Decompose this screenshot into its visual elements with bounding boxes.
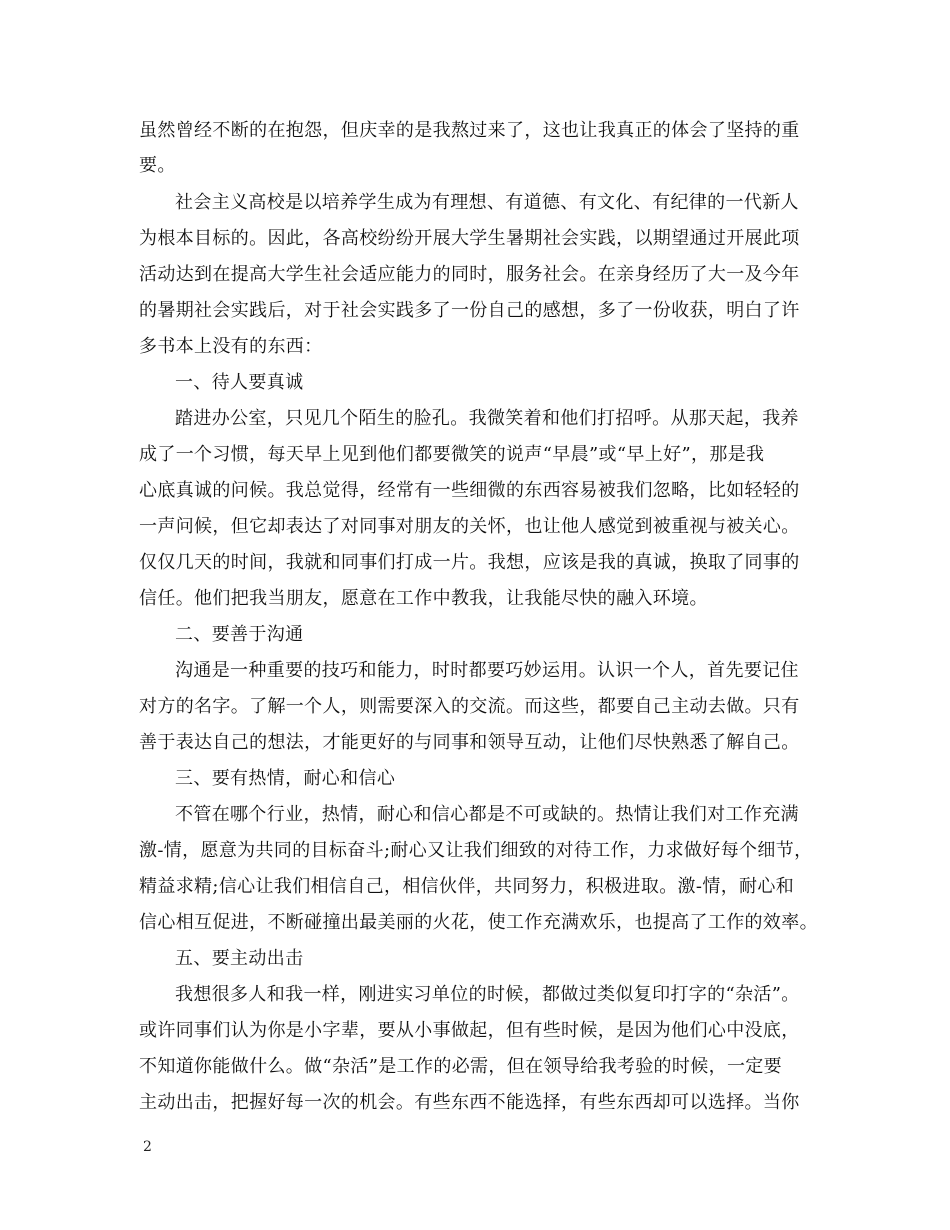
paragraph-line: 我想很多人和我一样，刚进实习单位的时候，都做过类似复印打字的“杂活”。 [175,984,800,1005]
paragraph-line: 善于表达自己的想法，才能更好的与同事和领导互动，让他们尽快熟悉了解自己。 [139,732,800,753]
paragraph-line: 活动达到在提高大学生社会适应能力的同时，服务社会。在亲身经历了大一及今年 [139,264,800,285]
paragraph-line: 踏进办公室，只见几个陌生的脸孔。我微笑着和他们打招呼。从那天起，我养 [175,408,799,429]
paragraph-line: 成了一个习惯，每天早上见到他们都要微笑的说声“早晨”或“早上好”，那是我 [139,444,765,465]
paragraph-line: 为根本目标的。因此，各高校纷纷开展大学生暑期社会实践，以期望通过开展此项 [139,228,800,249]
section-heading: 二、要善于沟通 [175,624,304,645]
section-heading: 五、要主动出击 [175,948,304,969]
page-number: 2 [143,1139,152,1155]
paragraph-line: 信心相互促进，不断碰撞出最美丽的火花，使工作充满欢乐，也提高了工作的效率。 [139,912,818,933]
paragraph-line: 主动出击，把握好每一次的机会。有些东西不能选择，有些东西却可以选择。当你 [139,1092,800,1113]
paragraph-line: 不知道你能做什么。做“杂活”是工作的必需，但在领导给我考验的时候，一定要 [139,1056,783,1077]
paragraph-line: 信任。他们把我当朋友，愿意在工作中教我，让我能尽快的融入环境。 [139,588,708,609]
paragraph-line: 多书本上没有的东西： [139,336,323,357]
section-heading: 三、要有热情，耐心和信心 [175,768,396,789]
paragraph-line: 激-情，愿意为共同的目标奋斗;耐心又让我们细致的对待工作，力求做好每个细节， [139,840,813,861]
section-heading: 一、待人要真诚 [175,372,304,393]
paragraph-line: 不管在哪个行业，热情，耐心和信心都是不可或缺的。热情让我们对工作充满 [175,804,799,825]
paragraph-line: 虽然曾经不断的在抱怨，但庆幸的是我熬过来了，这也让我真正的体会了坚持的重 [139,120,800,141]
paragraph-line: 社会主义高校是以培养学生成为有理想、有道德、有文化、有纪律的一代新人 [175,192,799,213]
paragraph-line: 精益求精;信心让我们相信自己，相信伙伴，共同努力，积极进取。激-情，耐心和 [139,876,795,897]
paragraph-line: 沟通是一种重要的技巧和能力，时时都要巧妙运用。认识一个人，首先要记住 [175,660,799,681]
paragraph-line: 的暑期社会实践后，对于社会实践多了一份自己的感想，多了一份收获，明白了许 [139,300,800,321]
paragraph-line: 仅仅几天的时间，我就和同事们打成一片。我想，应该是我的真诚，换取了同事的 [139,552,800,573]
paragraph-line: 对方的名字。了解一个人，则需要深入的交流。而这些，都要自己主动去做。只有 [139,696,800,717]
paragraph-line: 心底真诚的问候。我总觉得，经常有一些细微的东西容易被我们忽略，比如轻轻的 [139,480,800,501]
paragraph-line: 一声问候，但它却表达了对同事对朋友的关怀，也让他人感觉到被重视与被关心。 [139,516,800,537]
paragraph-line: 要。 [139,155,176,176]
paragraph-line: 或许同事们认为你是小字辈，要从小事做起，但有些时候，是因为他们心中没底， [139,1020,800,1041]
